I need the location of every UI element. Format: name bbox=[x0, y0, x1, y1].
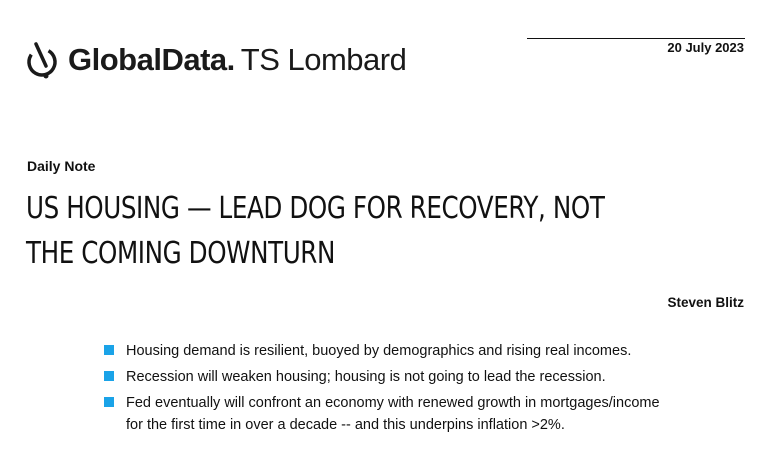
publication-date: 20 July 2023 bbox=[667, 40, 744, 55]
key-points-list bbox=[104, 340, 664, 440]
doc-author: Steven Blitz bbox=[667, 295, 744, 310]
key-point-text: Recession will weaken housing; housing is not going to lead the recession. bbox=[126, 369, 606, 385]
logo-wordmark bbox=[68, 42, 406, 78]
date-divider bbox=[527, 38, 745, 39]
doc-title-line-2: THE COMING DOWNTURN bbox=[26, 236, 335, 271]
doc-title bbox=[26, 186, 748, 276]
logo-brand: GlobalData. bbox=[68, 42, 235, 77]
key-point bbox=[104, 340, 664, 362]
bullet-square-icon bbox=[104, 345, 114, 355]
doc-kicker: Daily Note bbox=[27, 158, 96, 174]
key-point bbox=[104, 392, 664, 436]
logo-sub-brand: TS Lombard bbox=[240, 42, 407, 77]
logo bbox=[24, 36, 406, 84]
doc-title-line-1: US HOUSING — LEAD DOG FOR RECOVERY, NOT bbox=[26, 191, 605, 226]
key-point bbox=[104, 366, 664, 388]
key-point-text: Housing demand is resilient, buoyed by demographics and rising real incomes. bbox=[126, 343, 632, 359]
bullet-square-icon bbox=[104, 397, 114, 407]
bullet-square-icon bbox=[104, 371, 114, 381]
globaldata-logo-icon bbox=[24, 36, 62, 84]
key-point-text: Fed eventually will confront an economy with renewed growth in mortgages/income for the first time in over a decade -- and this underpins inflation >2%. bbox=[126, 395, 660, 433]
